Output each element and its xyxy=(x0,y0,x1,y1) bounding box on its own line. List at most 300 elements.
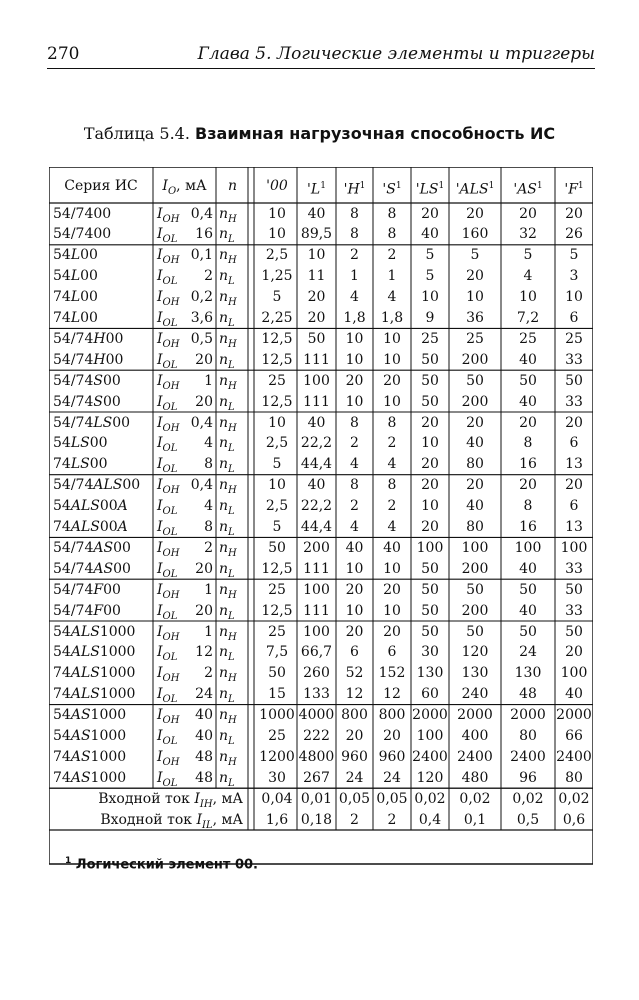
row-series: 54/74AS00 xyxy=(53,539,131,556)
row-value: 50 xyxy=(421,351,439,368)
row-io: $I_{OL}$ xyxy=(157,393,178,413)
row-current-ma: 20 xyxy=(195,393,213,410)
row-value: 4800 xyxy=(298,748,335,765)
row-value: 2 xyxy=(350,498,359,515)
row-n: $n_L$ xyxy=(219,686,235,705)
row-value: 20 xyxy=(565,644,583,661)
row-series: 54/7400 xyxy=(53,226,112,243)
row-value: 6 xyxy=(569,310,579,326)
row-io: $I_{OL}$ xyxy=(157,728,178,747)
row-value: 6 xyxy=(569,435,579,452)
row-series: 54L00 xyxy=(53,268,98,285)
row-value: 2,5 xyxy=(265,247,289,264)
row-value: 50 xyxy=(466,581,484,598)
row-current-ma: 40 xyxy=(195,728,213,744)
input-value: 2 xyxy=(387,811,397,828)
row-value: 10 xyxy=(421,435,439,452)
page-number: 270 xyxy=(47,44,80,64)
row-io: $I_{OH}$ xyxy=(157,372,180,392)
row-series: 54AS1000 xyxy=(53,728,127,744)
row-value: 50 xyxy=(421,623,439,640)
row-value: 12 xyxy=(345,686,364,703)
row-value: 8 xyxy=(387,226,397,243)
footnote-marker: 1 xyxy=(65,856,72,866)
input-value: 0,02 xyxy=(512,790,544,807)
row-value: 100 xyxy=(303,372,330,389)
row-value: 25 xyxy=(268,581,286,598)
row-value: 111 xyxy=(303,393,330,410)
input-value: 0,02 xyxy=(459,790,491,807)
row-value: 20 xyxy=(383,372,401,389)
row-value: 33 xyxy=(565,602,583,619)
row-value: 50 xyxy=(565,623,583,640)
row-value: 22,2 xyxy=(300,498,333,515)
row-value: 100 xyxy=(416,539,444,556)
row-value: 111 xyxy=(303,351,330,368)
row-value: 960 xyxy=(341,748,368,765)
row-value: 50 xyxy=(268,665,286,682)
row-value: 20 xyxy=(421,477,439,494)
input-value: 0,5 xyxy=(516,811,540,828)
input-current-label: Входной ток $I_{IL}$, мА xyxy=(100,811,243,831)
row-value: 40 xyxy=(345,539,364,556)
row-io: $I_{OL}$ xyxy=(157,351,178,371)
fanout-table xyxy=(49,167,593,882)
row-value: 2 xyxy=(387,435,397,452)
row-value: 120 xyxy=(416,769,444,786)
row-series: 54/7400 xyxy=(53,205,112,222)
row-n: $n_H$ xyxy=(219,707,237,726)
row-value: 5 xyxy=(425,247,435,264)
row-value: 2,25 xyxy=(261,310,293,326)
row-current-ma: 0,4 xyxy=(190,477,213,494)
row-value: 25 xyxy=(519,330,537,347)
row-value: 13 xyxy=(565,519,583,535)
header-family: '$L^1$ xyxy=(307,181,326,198)
row-current-ma: 12 xyxy=(195,644,213,661)
row-n: $n_L$ xyxy=(219,602,235,622)
row-value: 6 xyxy=(350,644,359,661)
row-series: 74ALS1000 xyxy=(53,686,136,703)
row-value: 24 xyxy=(383,769,401,786)
row-value: 2,5 xyxy=(265,435,289,452)
row-value: 25 xyxy=(466,330,484,347)
caption-title: Взаимная нагрузочная способность ИС xyxy=(195,124,556,143)
header-family: '00 xyxy=(266,178,288,194)
row-value: 50 xyxy=(466,372,484,389)
row-current-ma: 3,6 xyxy=(190,310,213,326)
row-io: $I_{OL}$ xyxy=(157,769,178,789)
row-current-ma: 1 xyxy=(204,623,213,640)
row-value: 4 xyxy=(350,289,359,306)
row-value: 20 xyxy=(383,581,401,598)
row-value: 100 xyxy=(461,539,489,556)
row-current-ma: 1 xyxy=(204,581,213,598)
row-value: 8 xyxy=(387,205,397,222)
row-n: $n_L$ xyxy=(219,310,235,329)
row-io: $I_{OL}$ xyxy=(157,644,178,664)
row-current-ma: 40 xyxy=(195,707,213,724)
row-n: $n_H$ xyxy=(219,581,237,601)
row-value: 20 xyxy=(383,623,401,640)
row-series: 54/74H00 xyxy=(53,351,124,368)
row-value: 30 xyxy=(268,769,286,786)
row-value: 2 xyxy=(387,247,397,264)
row-value: 800 xyxy=(378,707,406,724)
row-value: 20 xyxy=(421,456,439,473)
row-current-ma: 0,4 xyxy=(190,205,213,222)
input-value: 0,4 xyxy=(418,811,442,828)
input-value: 1,6 xyxy=(265,811,289,828)
row-value: 50 xyxy=(268,539,286,556)
row-value: 1,8 xyxy=(380,310,404,326)
row-value: 111 xyxy=(303,560,330,577)
row-series: 54ALS1000 xyxy=(53,623,136,640)
row-series: 54/74S00 xyxy=(53,372,121,389)
row-value: 1,8 xyxy=(343,310,366,326)
row-value: 25 xyxy=(268,372,286,389)
row-value: 8 xyxy=(387,414,397,431)
row-n: $n_L$ xyxy=(219,519,235,538)
row-value: 10 xyxy=(383,602,401,619)
row-series: 54/74H00 xyxy=(53,330,124,347)
row-value: 222 xyxy=(303,728,330,744)
row-value: 100 xyxy=(303,581,330,598)
row-io: $I_{OH}$ xyxy=(157,289,180,308)
row-series: 54ALS00A xyxy=(53,498,128,515)
row-series: 74ALS1000 xyxy=(53,665,136,682)
row-value: 200 xyxy=(461,560,489,577)
row-n: $n_H$ xyxy=(219,330,237,350)
row-current-ma: 2 xyxy=(204,268,213,285)
row-value: 10 xyxy=(268,226,286,243)
row-value: 40 xyxy=(383,539,401,556)
row-io: $I_{OH}$ xyxy=(157,623,180,643)
row-n: $n_H$ xyxy=(219,289,237,308)
row-value: 2 xyxy=(350,435,359,452)
row-value: 133 xyxy=(303,686,330,703)
row-value: 24 xyxy=(519,644,537,661)
row-n: $n_H$ xyxy=(219,372,237,392)
row-value: 50 xyxy=(421,560,439,577)
row-value: 20 xyxy=(466,477,484,494)
row-value: 44,4 xyxy=(300,519,333,535)
row-value: 5 xyxy=(569,247,579,264)
row-value: 5 xyxy=(272,456,282,473)
row-value: 15 xyxy=(268,686,286,703)
page-header xyxy=(47,44,595,69)
row-current-ma: 4 xyxy=(204,498,213,515)
row-value: 2 xyxy=(387,498,397,515)
row-value: 120 xyxy=(461,644,489,661)
row-io: $I_{OH}$ xyxy=(157,247,180,267)
row-value: 20 xyxy=(421,414,439,431)
row-value: 2400 xyxy=(412,748,448,765)
table-caption xyxy=(0,124,639,143)
row-current-ma: 0,5 xyxy=(190,330,213,347)
row-value: 5 xyxy=(272,289,282,306)
row-value: 10 xyxy=(307,247,326,264)
row-io: $I_{OL}$ xyxy=(157,519,178,538)
row-value: 2,5 xyxy=(265,498,289,515)
row-value: 20 xyxy=(466,414,484,431)
row-value: 40 xyxy=(466,435,484,452)
input-value: 0,05 xyxy=(338,790,371,807)
row-value: 20 xyxy=(519,414,537,431)
row-value: 20 xyxy=(307,310,326,326)
row-value: 200 xyxy=(461,393,489,410)
row-value: 32 xyxy=(519,226,537,243)
row-value: 80 xyxy=(565,769,583,786)
row-value: 30 xyxy=(421,644,439,661)
row-n: $n_H$ xyxy=(219,205,237,225)
row-io: $I_{OL}$ xyxy=(157,310,178,329)
row-current-ma: 2 xyxy=(204,665,213,682)
row-value: 10 xyxy=(383,330,401,347)
row-value: 2000 xyxy=(412,707,448,724)
input-value: 0,01 xyxy=(300,790,333,807)
row-value: 10 xyxy=(383,393,401,410)
row-value: 10 xyxy=(383,560,401,577)
row-value: 2000 xyxy=(556,707,592,724)
row-value: 50 xyxy=(565,581,583,598)
row-value: 5 xyxy=(425,268,435,285)
row-value: 25 xyxy=(565,330,583,347)
row-value: 50 xyxy=(565,372,583,389)
footnote xyxy=(65,856,258,872)
row-n: $n_H$ xyxy=(219,414,237,434)
row-n: $n_L$ xyxy=(219,393,235,413)
row-value: 40 xyxy=(565,686,583,703)
row-value: 33 xyxy=(565,560,583,577)
row-value: 8 xyxy=(350,226,359,243)
row-value: 20 xyxy=(345,623,364,640)
row-io: $I_{OH}$ xyxy=(157,707,180,726)
row-current-ma: 2 xyxy=(204,539,213,556)
row-series: 74LS00 xyxy=(53,456,108,473)
row-value: 5 xyxy=(470,247,480,264)
row-io: $I_{OH}$ xyxy=(157,205,180,225)
row-io: $I_{OL}$ xyxy=(157,435,178,455)
row-series: 54AS1000 xyxy=(53,707,127,724)
row-value: 20 xyxy=(421,205,439,222)
row-value: 50 xyxy=(466,623,484,640)
row-current-ma: 48 xyxy=(195,769,213,786)
row-io: $I_{OL}$ xyxy=(157,268,178,287)
row-value: 40 xyxy=(519,351,537,368)
row-value: 200 xyxy=(461,351,489,368)
input-value: 0,05 xyxy=(376,790,408,807)
row-io: $I_{OH}$ xyxy=(157,330,180,350)
row-series: 54/74ALS00 xyxy=(53,477,141,494)
row-io: $I_{OH}$ xyxy=(157,477,180,496)
row-value: 10 xyxy=(268,205,286,222)
row-value: 20 xyxy=(519,205,537,222)
row-value: 89,5 xyxy=(300,226,333,243)
row-n: $n_H$ xyxy=(219,623,237,643)
row-current-ma: 0,2 xyxy=(190,289,213,306)
row-value: 12,5 xyxy=(261,351,293,368)
row-current-ma: 20 xyxy=(195,560,213,577)
row-value: 8 xyxy=(523,435,533,452)
row-value: 10 xyxy=(519,289,537,306)
row-value: 80 xyxy=(466,456,484,473)
row-value: 152 xyxy=(378,665,406,682)
row-n: $n_L$ xyxy=(219,456,235,476)
row-value: 8 xyxy=(350,477,359,494)
row-value: 80 xyxy=(519,728,537,744)
row-value: 50 xyxy=(519,581,537,598)
row-value: 20 xyxy=(565,477,583,494)
header-series: Серия ИС xyxy=(64,178,138,194)
row-value: 20 xyxy=(345,372,364,389)
row-series: 54/74AS00 xyxy=(53,560,131,577)
row-value: 100 xyxy=(303,623,330,640)
footnote-text: Логический элемент 00. xyxy=(75,857,258,873)
header-family: '$S^1$ xyxy=(382,181,402,198)
row-value: 4 xyxy=(387,456,397,473)
row-series: 54LS00 xyxy=(53,435,108,452)
row-value: 40 xyxy=(307,477,326,494)
row-n: $n_L$ xyxy=(219,226,235,246)
row-current-ma: 0,4 xyxy=(190,414,213,431)
row-value: 96 xyxy=(519,769,537,786)
row-value: 13 xyxy=(565,456,583,473)
row-io: $I_{OL}$ xyxy=(157,226,178,246)
header-family: '$H^1$ xyxy=(343,181,366,198)
row-series: 74AS1000 xyxy=(53,769,127,786)
row-value: 100 xyxy=(514,539,542,556)
row-value: 22,2 xyxy=(300,435,333,452)
row-io: $I_{OH}$ xyxy=(157,748,180,768)
row-series: 54/74S00 xyxy=(53,393,121,410)
row-io: $I_{OL}$ xyxy=(157,456,178,476)
row-value: 260 xyxy=(303,665,330,682)
row-value: 50 xyxy=(519,372,537,389)
input-value: 0,04 xyxy=(261,790,293,807)
row-value: 2400 xyxy=(510,748,546,765)
input-current-label: Входной ток $I_{IH}$, мА xyxy=(98,790,243,810)
row-value: 8 xyxy=(523,498,533,515)
row-value: 11 xyxy=(307,268,326,285)
row-value: 160 xyxy=(461,226,489,243)
input-value: 0,02 xyxy=(414,790,446,807)
row-value: 1,25 xyxy=(261,268,293,285)
header-family: '$F^1$ xyxy=(564,181,584,198)
row-value: 80 xyxy=(466,519,484,535)
row-series: 74L00 xyxy=(53,289,98,306)
row-value: 24 xyxy=(345,769,364,786)
row-value: 33 xyxy=(565,351,583,368)
row-value: 50 xyxy=(421,581,439,598)
row-value: 10 xyxy=(345,560,364,577)
row-value: 9 xyxy=(425,310,435,326)
row-value: 4 xyxy=(350,519,359,535)
row-current-ma: 20 xyxy=(195,602,213,619)
row-value: 130 xyxy=(461,665,489,682)
input-value: 2 xyxy=(350,811,359,828)
row-value: 5 xyxy=(523,247,533,264)
row-n: $n_H$ xyxy=(219,665,237,685)
header-family: '$AS^1$ xyxy=(513,181,543,198)
row-value: 60 xyxy=(421,686,439,703)
row-series: 54/74F00 xyxy=(53,602,121,619)
row-value: 4 xyxy=(523,268,533,285)
row-value: 8 xyxy=(350,205,359,222)
input-value: 0,6 xyxy=(562,811,586,828)
row-series: 54/74LS00 xyxy=(53,414,131,431)
row-value: 2400 xyxy=(556,748,592,765)
row-value: 40 xyxy=(519,602,537,619)
row-io: $I_{OL}$ xyxy=(157,498,178,517)
header-family: '$LS^1$ xyxy=(415,181,445,198)
row-value: 16 xyxy=(519,519,537,535)
row-value: 40 xyxy=(307,205,326,222)
row-n: $n_L$ xyxy=(219,268,235,287)
header-family: 'ALS$^1$ xyxy=(455,181,495,198)
row-value: 3 xyxy=(569,268,579,285)
row-value: 10 xyxy=(345,393,364,410)
row-value: 10 xyxy=(345,330,364,347)
row-value: 5 xyxy=(272,519,282,535)
row-value: 130 xyxy=(416,665,444,682)
row-value: 52 xyxy=(345,665,364,682)
row-value: 100 xyxy=(560,539,588,556)
row-value: 1 xyxy=(387,268,397,285)
row-value: 12,5 xyxy=(261,560,293,577)
row-current-ma: 0,1 xyxy=(190,247,213,264)
row-value: 200 xyxy=(461,602,489,619)
row-value: 4 xyxy=(387,519,397,535)
row-value: 10 xyxy=(345,351,364,368)
input-value: 0,1 xyxy=(463,811,487,828)
row-value: 960 xyxy=(378,748,406,765)
row-value: 10 xyxy=(565,289,583,306)
row-n: $n_L$ xyxy=(219,435,235,455)
row-value: 50 xyxy=(421,393,439,410)
input-value: 0,02 xyxy=(558,790,590,807)
row-value: 12,5 xyxy=(261,602,293,619)
row-current-ma: 1 xyxy=(204,372,213,389)
row-io: $I_{OH}$ xyxy=(157,665,180,685)
row-value: 8 xyxy=(387,477,397,494)
row-io: $I_{OH}$ xyxy=(157,539,180,559)
row-n: $n_L$ xyxy=(219,644,235,664)
row-value: 20 xyxy=(519,477,537,494)
row-io: $I_{OL}$ xyxy=(157,602,178,622)
row-current-ma: 48 xyxy=(195,748,213,765)
row-series: 54/74F00 xyxy=(53,581,121,598)
row-io: $I_{OL}$ xyxy=(157,686,178,705)
row-value: 40 xyxy=(307,414,326,431)
row-current-ma: 8 xyxy=(204,456,213,473)
row-value: 36 xyxy=(466,310,484,326)
row-value: 16 xyxy=(519,456,537,473)
row-value: 25 xyxy=(421,330,439,347)
row-value: 20 xyxy=(421,519,439,535)
header-n: n xyxy=(227,178,238,194)
row-value: 25 xyxy=(268,728,286,744)
row-value: 10 xyxy=(345,602,364,619)
row-value: 20 xyxy=(565,205,583,222)
row-value: 2000 xyxy=(457,707,493,724)
row-value: 100 xyxy=(560,665,588,682)
row-value: 12,5 xyxy=(261,393,293,410)
row-value: 1000 xyxy=(259,707,295,724)
row-series: 54L00 xyxy=(53,247,98,264)
row-value: 20 xyxy=(466,205,484,222)
row-value: 6 xyxy=(569,498,579,515)
